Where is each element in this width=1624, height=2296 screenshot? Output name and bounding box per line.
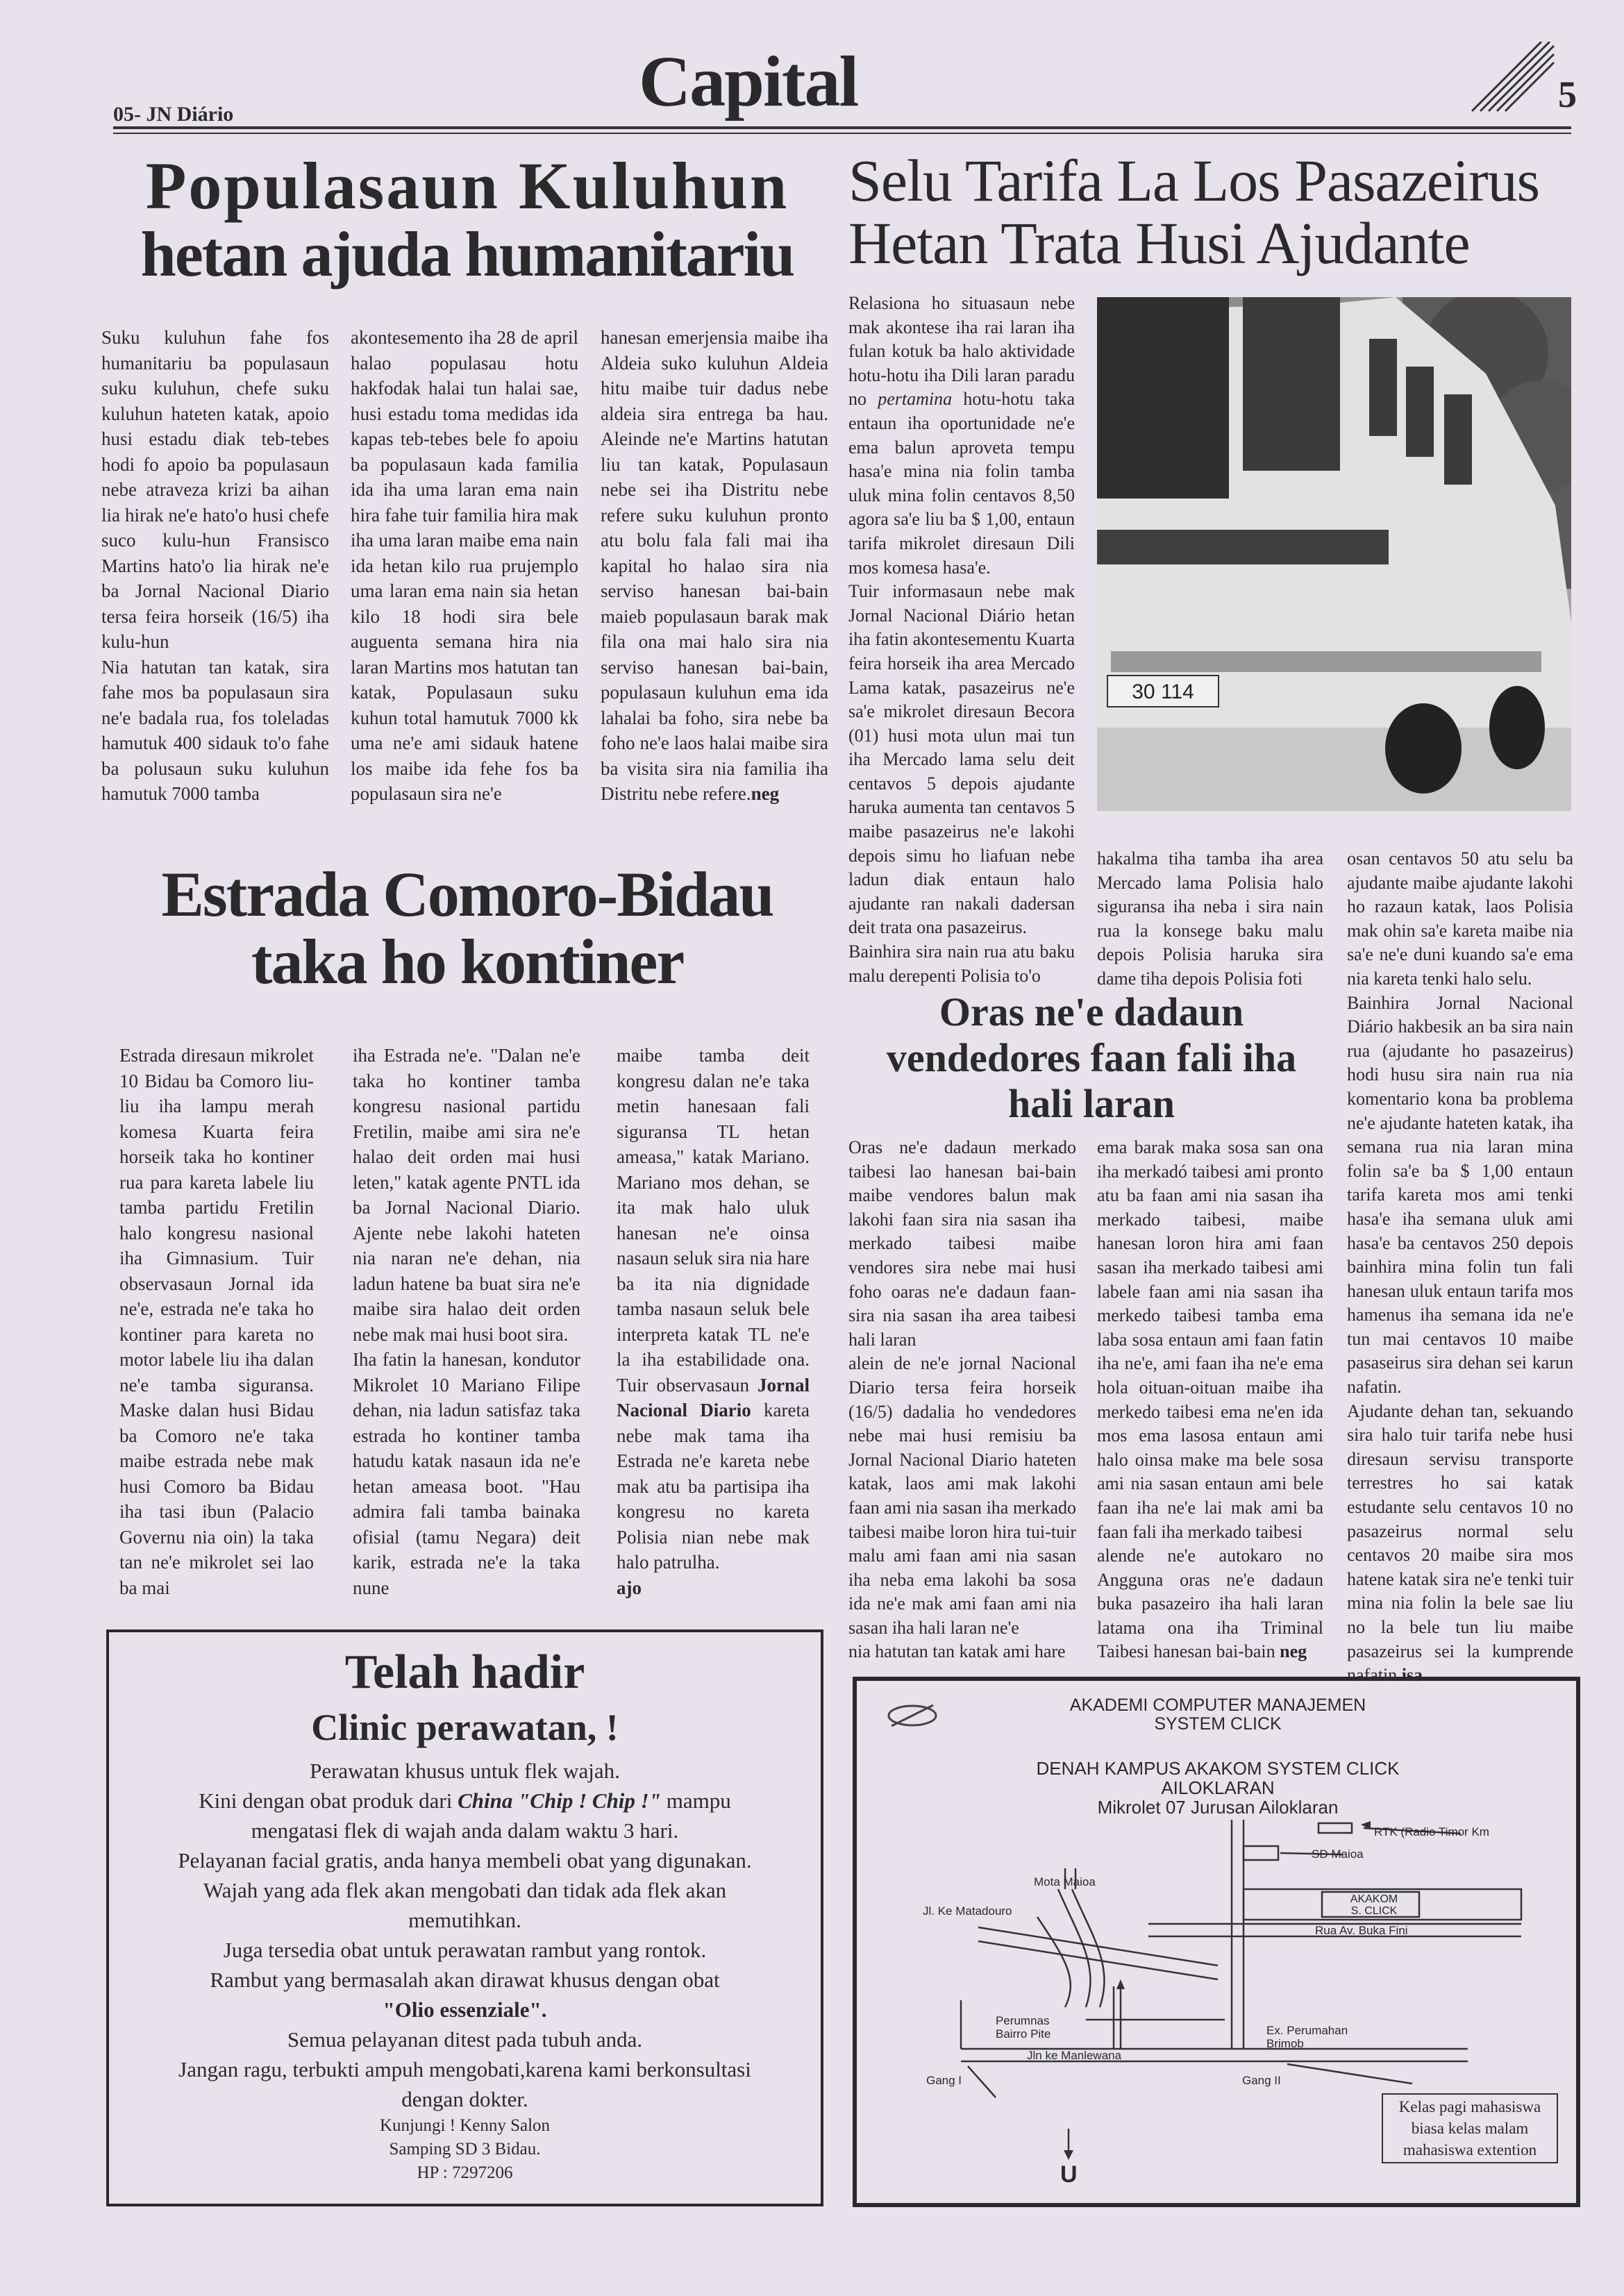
- ad-text-fragment: Kini dengan obat produk dari: [199, 1788, 453, 1813]
- map-label-brimob: Brimob: [1266, 2037, 1304, 2050]
- article4-headline-line1: Oras ne'e dadaun: [939, 989, 1244, 1034]
- article2-italic-term: pertamina: [878, 389, 953, 410]
- article4-column-2: [1097, 1136, 1323, 1664]
- map-label-bairro-pite: Bairro Pite: [996, 2027, 1051, 2041]
- article2-signature: isa: [1401, 1665, 1423, 1686]
- article2-column-1: [848, 292, 1075, 988]
- article1-paragraph: Suku kuluhun fahe fos humanitariu ba populasaun suku kuluhun, chefe suku kuluhun hateten katak, apoio husi estadu diak teb-tebes hodi fo apoio ba populasaun nebe atraveza krizi ba aihan lia hirak ne'e hato'o husi chefe suco kulu-hun Fransisco Martins hato'o lia hirak ne'e ba Jornal Nacional Diario tersa feira horseik (16/5) iha kulu-hun: [101, 327, 329, 652]
- article2-column-2: [1097, 847, 1323, 991]
- article1-paragraph: akontesemento iha 28 de april halao populasau hotu hakfodak halai tun halai sae, husi estadu toma medidas ida kapas teb-tebes bele fo apoiu ba populasaun kada familia ida iha uma laran ema nain hira fahe tuir familia hira mak iha uma laran maibe ema nain ida hetan kilo rua prujemplo uma laran ema nain sia hetan kilo 18 hodi sira bele auguenta semana hira nia laran Martins mos hatutan tan katak, Populasaun suku kuhun total hamutuk 7000 kk uma ne'e ami sidauk hatene los maibe ida fehe fos ba populasaun sira ne'e: [351, 327, 578, 804]
- ad-subtitle: Clinic perawatan, !: [311, 1707, 619, 1748]
- article1-headline-line1: Populasaun Kuluhun: [145, 149, 789, 223]
- section-title: Capital: [639, 42, 858, 121]
- article2-paragraph: Relasiona ho situasaun nebe mak akontese iha rai laran iha fulan kotuk ba halo aktividade hotu-hotu iha Dili laran paradu no: [848, 293, 1075, 410]
- article1-signature: neg: [751, 783, 780, 804]
- article4-paragraph: Oras ne'e dadaun merkado taibesi lao hanesan bai-bain maibe vendores balun mak lakohi faan sira nia sasan iha merkado taibesi maibe vendores sira nebe mai husi foho oaras ne'e dadaun faan-sira nia sasan iha area taibesi hali laran: [848, 1137, 1076, 1350]
- ad-text-line: Pelayanan facial gratis, anda hanya membeli obat yang digunakan.: [178, 1848, 752, 1872]
- akakom-map-advertisement: [853, 1677, 1580, 2207]
- ad-product-name: "Olio essenziale".: [383, 1997, 547, 2022]
- ad-text-line: Semua pelayanan ditest pada tubuh anda.: [287, 2027, 643, 2052]
- article2-paragraph: Bainhira sira nain rua atu baku malu derepenti Polisia to'o: [848, 941, 1075, 986]
- clinic-advertisement: [106, 1629, 823, 2206]
- ad-text-line: memutihkan.: [408, 1908, 521, 1932]
- article4-column-1: [848, 1136, 1076, 1664]
- class-info-line: biasa kelas malam: [1411, 2120, 1529, 2137]
- map-label-perumnas: Perumnas: [996, 2014, 1050, 2027]
- map-label-rua-buka-fini: Rua Av. Buka Fini: [1315, 1924, 1408, 1937]
- article2-paragraph: osan centavos 50 atu selu ba ajudante maibe ajudante lakohi ho razaun katak, laos Polisia mak ohin sa'e kareta maibe nia sa'e ne'e duni kuando sa'e ema nia kareta tenki halo selu.: [1347, 848, 1573, 989]
- article3-column-3: [617, 1043, 810, 1600]
- article2-headline-line2: Hetan Trata Husi Ajudante: [848, 210, 1470, 276]
- edition-label: 05- JN Diário: [113, 103, 234, 126]
- article3-bold-term: Jornal Nacional Diario: [617, 1374, 810, 1421]
- article4-headline-line2: vendedores faan fali iha: [886, 1035, 1297, 1080]
- map-label-ex-perumahan: Ex. Perumahan: [1266, 2024, 1348, 2037]
- minibus-photo: [1097, 297, 1571, 811]
- article3-column-2: [353, 1043, 580, 1600]
- article3-paragraph: Iha fatin la hanesan, kondutor Mikrolet 10 Mariano Filipe dehan, nia ladun satisfaz taka estrada ho kontiner tamba hatudu katak nasaun ida ne'e hetan ameasa boot. "Hau admira fali tamba bainaka ofisial (tamu Negara) deit karik, estrada ne'e la taka nune: [353, 1349, 580, 1598]
- article4-headline: [848, 989, 1334, 1127]
- ad-text-line: Juga tersedia obat untuk perawatan rambut yang rontok.: [223, 1938, 707, 1962]
- article2-paragraph: Ajudante dehan tan, sekuando sira halo tuir tarifa nebe husi diresaun servisu transporte terrestres ho sai katak estudante selu centavos 10 no pasazeirus normal selu centavos 20 maibe sira mos hatene katak sira ne'e tenki tuir mina nia folin la bele sae liu no la bele tun liu maibe pasazeirus sei la kumprende nafatin.: [1347, 1400, 1573, 1686]
- ad-title: Telah hadir: [344, 1645, 585, 1699]
- article2-column-3: [1347, 847, 1573, 1688]
- plate-number: 30 114: [1132, 680, 1194, 703]
- map-label-gang-2: Gang II: [1242, 2074, 1281, 2087]
- north-arrow-label: U: [1060, 2161, 1078, 2188]
- article1-headline-2: [103, 221, 832, 288]
- decorative-stripes-icon: [1465, 42, 1555, 118]
- article1-column-3: [601, 325, 828, 807]
- article3-paragraph: maibe tamba deit kongresu dalan ne'e taka metin hanesaan fali siguransa TL hetan ameasa," katak Mariano. Mariano mos dehan, se ita mak halo uluk hanesan ne'e oinsa nasaun seluk sira nia hare ba ita nia dignidade tamba nasaun seluk bele interpreta katak TL ne'e la iha estabilidade ona. Tuir observasaun: [617, 1045, 810, 1396]
- article1-paragraph: hanesan emerjensia maibe iha Aldeia suko kuluhun Aldeia hitu maibe tuir dadus nebe aldeia sira entrega ba hau. Aleinde ne'e Martins hatutan liu tan katak, Populasaun nebe sei iha Distritu nebe refere suku kuluhun pronto atu bolu fala fali mai iha kapital ho halao sira nia serviso hanesan bai-bain maieb populasaun barak mak fila ona mai halo sira nia serviso hanesan bai-bain, populasaun kuluhun ema ida lahalai ba foho, sira nebe ba foho ne'e laos halai maibe sira ba visita sira nia familia iha Distritu nebe refere.: [601, 327, 828, 804]
- article3-signature: ajo: [617, 1577, 642, 1598]
- article4-signature: neg: [1280, 1641, 1307, 1662]
- article1-headline: [103, 151, 832, 221]
- article3-paragraph: kareta nebe mak tama iha Estrada ne'e kareta nebe mak atu ba partisipa iha kongresu no kareta Polisia nian nebe mak halo patrulha.: [617, 1400, 810, 1573]
- map-label-gang-1: Gang I: [926, 2074, 962, 2087]
- article3-headline: [103, 861, 832, 995]
- article2-paragraph: Bainhira Jornal Nacional Diário hakbesik an ba sira nain rua (ajudante ho pasazeirus) hodi husu sira nain rua nia komentario kona ba problema ne'e ajudante hateten katak, iha semana rua nia laran mina folin sa'e ba $ 1,00 entaun tarifa kareta mos ami tenki hasa'e iha semana uluk ami hasa'e ba centavos 250 depois bainhira mina folin tun fali hanesan uluk entaun tarifa mos hamenus iha semana ida ne'e tun mai centavos 10 maibe pasaseirus sira dehan sei karun nafatin.: [1347, 992, 1573, 1398]
- article1-headline-line2: hetan ajuda humanitariu: [140, 219, 794, 290]
- map-label-mota-maioa: Mota Maioa: [1034, 1875, 1096, 1888]
- article4-paragraph: nia hatutan tan katak ami hare: [848, 1641, 1066, 1662]
- ad-text-line: Wajah yang ada flek akan mengobati dan tidak ada flek akan: [203, 1878, 727, 1902]
- ad-text-line: Jangan ragu, terbukti ampuh mengobati,karena kami berkonsultasi: [178, 2057, 751, 2081]
- ad-phone: HP : 7297206: [417, 2163, 513, 2182]
- article1-column-1: [101, 325, 329, 807]
- map-label-manlewana: Jln ke Manlewana: [1027, 2049, 1122, 2062]
- ad-text-line: [109, 1786, 821, 1816]
- article3-headline-line1: Estrada Comoro-Bidau: [161, 859, 773, 930]
- article2-paragraph: hotu-hotu taka entaun iha oportunidade ne'e ema balun aproveta tempu hasa'e mina nia folin tamba uluk mina folin centavos 8,50 agora sa'e liu ba $ 1,00, entaun tarifa mikrolet diresaun Dili mos komesa hasa'e.: [848, 389, 1075, 578]
- class-info-line: Kelas pagi mahasiswa: [1398, 2098, 1541, 2115]
- map-label-akakom-click: S. CLICK: [1350, 1905, 1398, 1917]
- class-info-line: mahasiswa extention: [1403, 2141, 1537, 2159]
- ad-contact: Samping SD 3 Bidau.: [389, 2140, 541, 2159]
- article4-paragraph: alende ne'e autokaro no Angguna oras ne'e dadaun buka pasazeiro iha hali laran latama ona iha Triminal Taibesi hanesan bai-bain: [1097, 1545, 1323, 1662]
- article1-paragraph: Nia hatutan tan katak, sira fahe mos ba populasaun sira ne'e badala rua, fos toleladas hamutuk 400 sidauk to'o fahe ba polusaun suku kuluhun hamutuk 7000 tamba: [101, 656, 329, 804]
- class-info-box: [1382, 2093, 1558, 2163]
- ad-text-fragment: mampu: [666, 1788, 731, 1813]
- article3-headline-line2: taka ho kontiner: [251, 925, 684, 997]
- map-title-line2: AILOKLARAN: [1161, 1777, 1275, 1798]
- map-label-sd-maioa: SD Maioa: [1312, 1847, 1364, 1861]
- article1-column-2: [351, 325, 578, 807]
- header-rule-thin: [113, 133, 1571, 134]
- article4-headline-line3: hali laran: [1007, 1081, 1175, 1126]
- map-header-line2: SYSTEM CLICK: [1154, 1714, 1282, 1734]
- ad-text-line: Rambut yang bermasalah akan dirawat khusus dengan obat: [210, 1968, 720, 1992]
- ad-contact: Kunjungi ! Kenny Salon: [379, 2116, 551, 2135]
- header-rule: [113, 126, 1571, 129]
- map-label-akakom: AKAKOM: [1350, 1893, 1398, 1905]
- map-title-line3: Mikrolet 07 Jurusan Ailoklaran: [1097, 1797, 1339, 1818]
- article2-paragraph: Tuir informasaun nebe mak Jornal Nacional Diário hetan iha fatin akontesementu Kuarta feira horseik iha area Mercado Lama katak, pasazeirus ne'e sa'e mikrolet diresaun Becora (01) husi mota ulun mai tun iha Mercado lama selu deit centavos 5 depois ajudante haruka aumenta tan centavos 5 maibe pasazeirus ne'e lakohi depois simu ho liafuan nebe ladun diak entaun halo ajudante ran nakali dadersan deit trata ona pasazeirus.: [848, 581, 1075, 938]
- page-number: 5: [1558, 74, 1577, 115]
- ad-text-line: mengatasi flek di wajah anda dalam waktu 3 hari.: [251, 1818, 679, 1843]
- article4-paragraph: alein de ne'e jornal Nacional Diario tersa feira horseik (16/5) dadalia ho vendedores nebe mai husi remisiu ba Jornal Nacional Diario hateten katak, laos ami mak lakohi faan ami nia sasan iha merkado taibesi maibe loron hira tui-tuir malu ami faan ami nia sasan iha neba ema lakohi ba sosa ida ne'e mak ami faan ami nia sasan iha hali laran ne'e: [848, 1353, 1076, 1638]
- article2-paragraph: hakalma tiha tamba iha area Mercado lama Polisia halo siguransa iha neba i sira nain rua la konsege baku malu depois Polisia haruka sira dame tiha depois Polisia foti: [1097, 848, 1323, 989]
- map-header-line1: AKADEMI COMPUTER MANAJEMEN: [1069, 1695, 1366, 1715]
- map-label-matadouro: Jl. Ke Matadouro: [923, 1904, 1012, 1918]
- article2-headline-line1: Selu Tarifa La Los Pasazeirus: [848, 147, 1540, 214]
- article2-headline: [848, 149, 1571, 274]
- article3-paragraph: Estrada diresaun mikrolet 10 Bidau ba Comoro liu-liu iha lampu merah komesa Kuarta feira horseik taka ho kontiner rua para kareta labele liu tamba partidu Fretilin halo kongresu nasional iha Gimnasium. Tuir observasaun Jornal ida ne'e, estrada ne'e taka ho kontiner para kareta no motor labele liu iha dalan ne'e tamba siguransa. Maske dalan husi Bidau ba Comoro ne'e taka maibe estrada nebe mak husi Comoro ba Bidau iha tasi ibun (Palacio Governu nia oin) la taka tan ne'e mikrolet sei lao ba mai: [119, 1045, 314, 1598]
- ad-text-line: Perawatan khusus untuk flek wajah.: [310, 1759, 620, 1783]
- map-title-line1: DENAH KAMPUS AKAKOM SYSTEM CLICK: [1036, 1758, 1400, 1779]
- ad-text-line: dengan dokter.: [401, 2087, 528, 2111]
- article3-paragraph: iha Estrada ne'e. "Dalan ne'e taka ho kontiner tamba kongresu nasional partidu Fretilin, maibe ami sira ne'e halao deit orden mai husi leten," katak agente PNTL ida ba Jornal Nacional Diario. Ajente nebe lakohi hateten nia naran ne'e dehan, nia ladun hatene ba buat sira ne'e maibe sira halao deit orden nebe mak mai husi boot sira.: [353, 1045, 580, 1345]
- map-label-rtk: RTK (Radio Timor Km: [1374, 1825, 1489, 1838]
- article3-column-1: [119, 1043, 314, 1600]
- article4-paragraph: ema barak maka sosa san ona iha merkadó taibesi ami pronto atu ba faan ami nia sasan iha merkado taibesi, maibe hanesan loron hira ami faan sasan iha merkado taibesi ami labele faan ami nia sasan iha merkedo taibesi tamba ema laba sosa entaun ami faan fatin iha ne'e, ami faan iha ne'e ema hola oituan-oituan maibe iha merkedo taibesi ema ne'en ida mos ema lasosa entaun ami halo oinsa make ma bele sosa ami nia sasan entaun ami bele faan iha ne'e lai mak ami ba faan fali iha merkado taibesi: [1097, 1137, 1323, 1542]
- ad-product-name: China "Chip ! Chip !": [458, 1788, 661, 1813]
